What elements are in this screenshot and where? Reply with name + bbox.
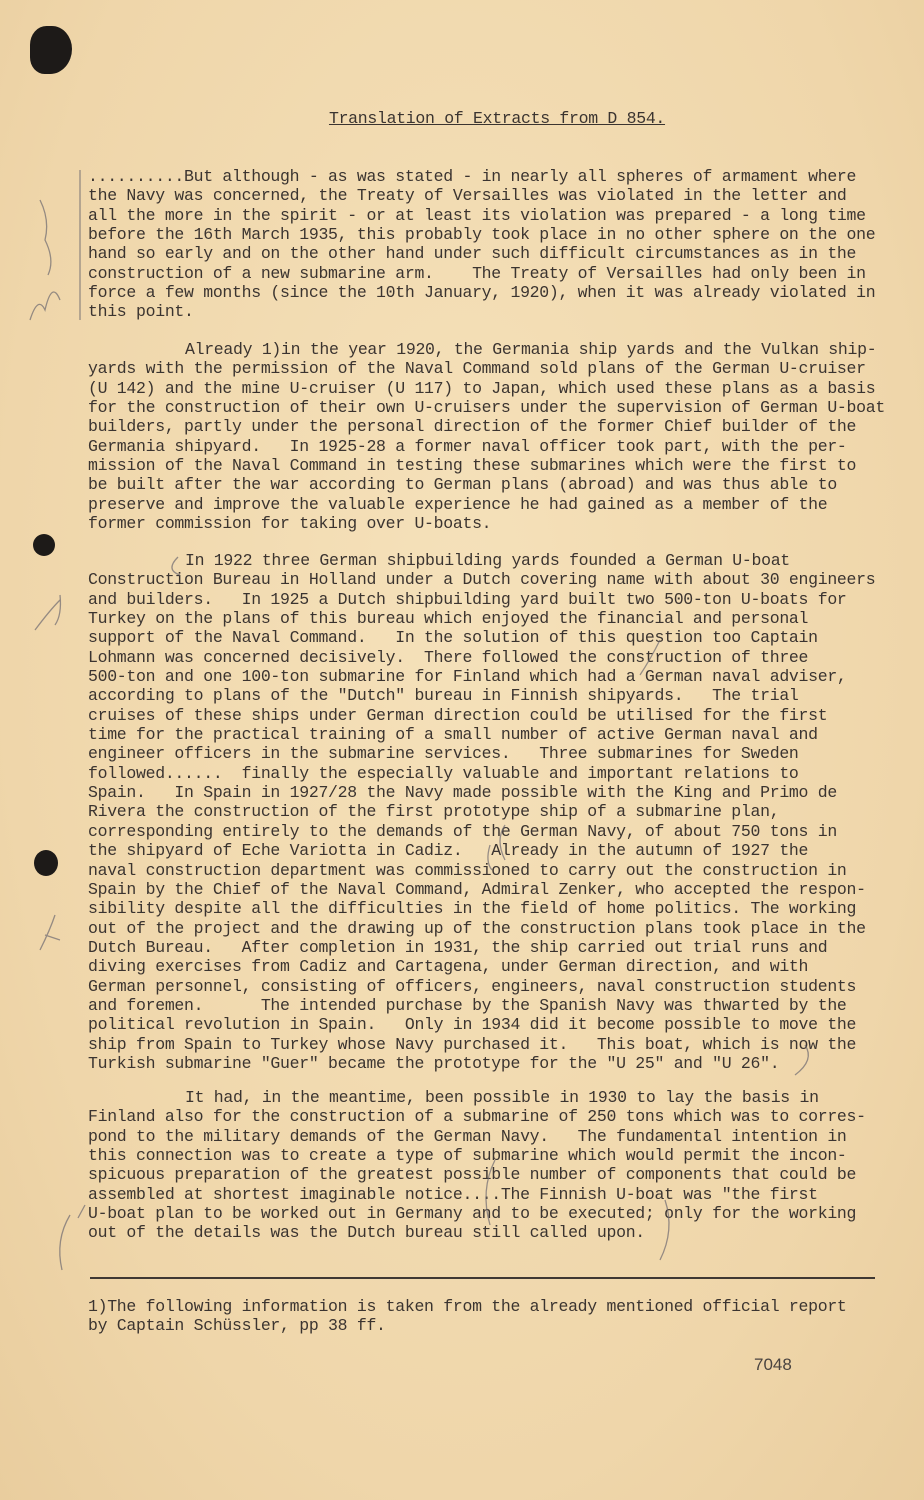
footnote-line: 1)The following information is taken from the already mentioned official report — [88, 1297, 847, 1316]
text-line: for the construction of their own U-cruisers under the supervision of German U-boat — [88, 398, 885, 418]
paragraph-2 — [88, 340, 885, 533]
text-line: corresponding entirely to the demands of the German Navy, of about 750 tons in — [88, 821, 837, 841]
paragraph-3 — [88, 551, 875, 1073]
text-line: this point. — [88, 302, 194, 322]
text-line: according to plans of the "Dutch" bureau in Finnish shipyards. The trial — [88, 686, 799, 706]
text-line: Already 1)in the year 1920, the Germania ship yards and the Vulkan ship- — [185, 340, 877, 359]
text-line: construction of a new submarine arm. The Treaty of Versailles had only been in — [88, 263, 866, 283]
text-line: Finland also for the construction of a submarine of 250 tons which was to corres- — [88, 1107, 866, 1127]
text-line: hand so early and on the other hand under such difficult circumstances as in the — [88, 244, 857, 264]
text-line: out of the project and the drawing up of the construction plans took place in the — [88, 918, 866, 938]
text-line: 500-ton and one 100-ton submarine for Finland which had a German naval adviser, — [88, 667, 847, 687]
page-number: 7048 — [754, 1355, 792, 1374]
text-line: this connection was to create a type of submarine which would permit the incon- — [88, 1146, 847, 1166]
paragraph-1 — [88, 167, 875, 322]
text-line: In 1922 three German shipbuilding yards founded a German U-boat — [185, 551, 790, 570]
text-line: former commission for taking over U-boats. — [88, 514, 492, 534]
punch-hole — [33, 534, 55, 556]
text-line: followed...... finally the especially valuable and important relations to — [88, 763, 799, 783]
text-line: time for the practical training of a small number of active German naval and — [88, 725, 818, 745]
text-line: Construction Bureau in Holland under a Dutch covering name with about 30 engineers — [88, 570, 876, 590]
document-title: Translation of Extracts from D 854. — [328, 109, 666, 128]
footnote-line: by Captain Schüssler, pp 38 ff. — [88, 1316, 386, 1336]
text-line: sibility despite all the difficulties in the field of home politics. The working — [88, 899, 857, 919]
text-line: Turkish submarine "Guer" became the prototype for the "U 25" and "U 26". — [88, 1053, 780, 1073]
footnote-divider — [90, 1277, 875, 1279]
text-line: builders, partly under the personal direction of the former Chief builder of the — [88, 417, 857, 437]
text-line: the shipyard of Eche Variotta in Cadiz. Already in the autumn of 1927 the — [88, 841, 809, 861]
punch-hole — [30, 26, 72, 74]
text-line: ship from Spain to Turkey whose Navy purchased it. This boat, which is now the — [88, 1034, 857, 1054]
text-line: U-boat plan to be worked out in Germany and to be executed; only for the working — [88, 1204, 857, 1224]
text-line: mission of the Naval Command in testing these submarines which were the first to — [88, 456, 857, 476]
text-line: the Navy was concerned, the Treaty of Versailles was violated in the letter and — [88, 186, 847, 206]
text-line: be built after the war according to German plans (abroad) and was thus able to — [88, 475, 837, 495]
text-line: and builders. In 1925 a Dutch shipbuilding yard built two 500-ton U-boats for — [88, 589, 847, 609]
text-line: spicuous preparation of the greatest possible number of components that could be — [88, 1165, 857, 1185]
text-line: assembled at shortest imaginable notice....The Finnish U-boat was "the first — [88, 1184, 818, 1204]
text-line: Turkey on the plans of this bureau which enjoyed the financial and personal — [88, 609, 809, 629]
text-line: ..........But although - as was stated - in nearly all spheres of armament where — [88, 167, 857, 186]
text-line: (U 142) and the mine U-cruiser (U 117) to Japan, which used these plans as a basis — [88, 378, 876, 398]
text-line: Spain by the Chief of the Naval Command, Admiral Zenker, who accepted the respon- — [88, 879, 866, 899]
text-line: engineer officers in the submarine services. Three submarines for Sweden — [88, 744, 799, 764]
paragraph-4 — [88, 1088, 866, 1243]
text-line: all the more in the spirit - or at least its violation was prepared - a long time — [88, 205, 866, 225]
text-line: Dutch Bureau. After completion in 1931, the ship carried out trial runs and — [88, 937, 828, 957]
punch-hole — [34, 850, 58, 876]
text-line: political revolution in Spain. Only in 1934 did it become possible to move the — [88, 1015, 857, 1035]
text-line: and foremen. The intended purchase by the Spanish Navy was thwarted by the — [88, 995, 847, 1015]
text-line: Spain. In Spain in 1927/28 the Navy made possible with the King and Primo de — [88, 783, 837, 803]
text-line: preserve and improve the valuable experience he had gained as a member of the — [88, 494, 828, 514]
text-line: Lohmann was concerned decisively. There followed the construction of three — [88, 647, 809, 667]
text-line: German personnel, consisting of officers, engineers, naval construction students — [88, 976, 857, 996]
text-line: force a few months (since the 10th January, 1920), when it was already violated in — [88, 283, 876, 303]
text-line: out of the details was the Dutch bureau still called upon. — [88, 1223, 645, 1243]
text-line: yards with the permission of the Naval Command sold plans of the German U-cruiser — [88, 359, 866, 379]
text-line: diving exercises from Cadiz and Cartagena, under German direction, and with — [88, 957, 809, 977]
text-line: Germania shipyard. In 1925-28 a former naval officer took part, with the per- — [88, 436, 847, 456]
text-line: before the 16th March 1935, this probably took place in no other sphere on the one — [88, 225, 876, 245]
text-line: cruises of these ships under German direction could be utilised for the first — [88, 705, 828, 725]
text-line: support of the Naval Command. In the solution of this question too Captain — [88, 628, 818, 648]
footnote — [88, 1297, 847, 1336]
text-line: naval construction department was commissioned to carry out the construction in — [88, 860, 847, 880]
text-line: Rivera the construction of the first prototype ship of a submarine plan, — [88, 802, 780, 822]
text-line: It had, in the meantime, been possible in 1930 to lay the basis in — [185, 1088, 819, 1107]
text-line: pond to the military demands of the German Navy. The fundamental intention in — [88, 1126, 847, 1146]
